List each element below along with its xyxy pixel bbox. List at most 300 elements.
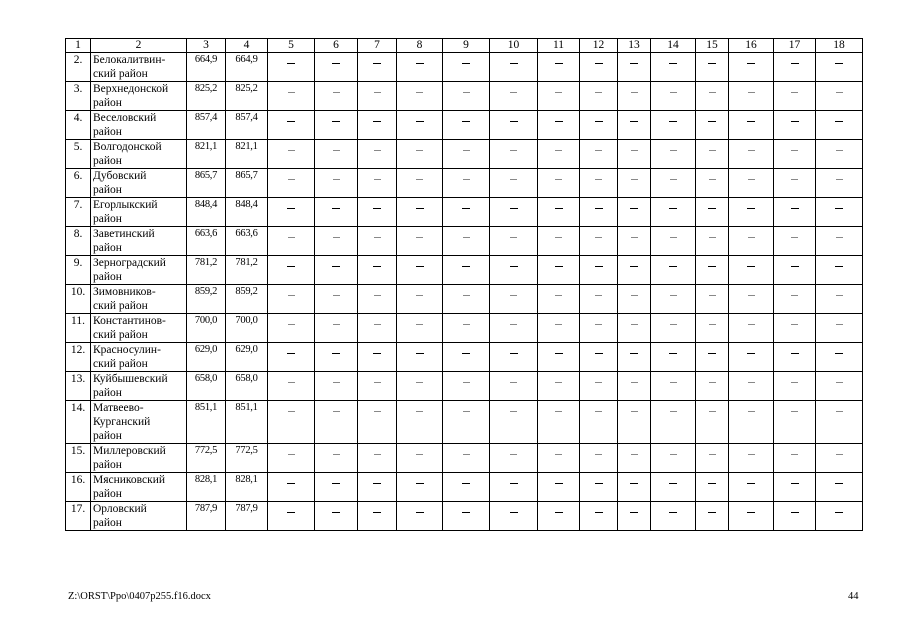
dash-mark bbox=[708, 63, 716, 64]
dash-mark bbox=[595, 92, 602, 93]
district-name-cell: Верхнедонской район bbox=[91, 82, 187, 111]
value-cell-col3: 857,4 bbox=[187, 111, 226, 140]
dash-mark bbox=[708, 483, 716, 484]
empty-dash-cell bbox=[651, 82, 696, 111]
dash-mark bbox=[595, 179, 602, 180]
dash-mark bbox=[595, 295, 602, 296]
empty-dash-cell bbox=[774, 314, 816, 343]
empty-dash-cell bbox=[315, 444, 358, 473]
empty-dash-cell bbox=[774, 227, 816, 256]
dash-mark bbox=[748, 179, 755, 180]
empty-dash-cell bbox=[696, 343, 729, 372]
empty-dash-cell bbox=[358, 256, 397, 285]
row-number-cell: 10. bbox=[66, 285, 91, 314]
dash-mark bbox=[555, 512, 563, 513]
dash-mark bbox=[630, 483, 638, 484]
dash-mark bbox=[416, 63, 424, 64]
dash-mark bbox=[791, 295, 798, 296]
column-header: 7 bbox=[358, 39, 397, 53]
column-header: 10 bbox=[490, 39, 538, 53]
empty-dash-cell bbox=[774, 140, 816, 169]
empty-dash-cell bbox=[358, 227, 397, 256]
dash-mark bbox=[288, 92, 295, 93]
district-name-cell: Дубовский район bbox=[91, 169, 187, 198]
value-cell-col3: 700,0 bbox=[187, 314, 226, 343]
dash-mark bbox=[374, 411, 381, 412]
empty-dash-cell bbox=[315, 82, 358, 111]
empty-dash-cell bbox=[268, 256, 315, 285]
dash-mark bbox=[510, 237, 517, 238]
value-cell-col4: 664,9 bbox=[226, 53, 268, 82]
empty-dash-cell bbox=[268, 314, 315, 343]
empty-dash-cell bbox=[490, 198, 538, 227]
dash-mark bbox=[288, 411, 295, 412]
dash-mark bbox=[288, 454, 295, 455]
dash-mark bbox=[462, 121, 470, 122]
empty-dash-cell bbox=[651, 198, 696, 227]
footer-file-path: Z:\ORST\Ppo\0407p255.f16.docx bbox=[68, 591, 211, 602]
value-cell-col4: 772,5 bbox=[226, 444, 268, 473]
empty-dash-cell bbox=[268, 473, 315, 502]
dash-mark bbox=[555, 353, 563, 354]
empty-dash-cell bbox=[538, 140, 580, 169]
dash-mark bbox=[708, 121, 716, 122]
empty-dash-cell bbox=[618, 314, 651, 343]
empty-dash-cell bbox=[397, 401, 443, 444]
column-header: 6 bbox=[315, 39, 358, 53]
empty-dash-cell bbox=[315, 343, 358, 372]
empty-dash-cell bbox=[358, 502, 397, 531]
empty-dash-cell bbox=[774, 169, 816, 198]
empty-dash-cell bbox=[816, 314, 863, 343]
dash-mark bbox=[836, 411, 843, 412]
row-number-cell: 2. bbox=[66, 53, 91, 82]
empty-dash-cell bbox=[443, 111, 490, 140]
empty-dash-cell bbox=[315, 169, 358, 198]
dash-mark bbox=[836, 295, 843, 296]
column-header: 1 bbox=[66, 39, 91, 53]
dash-mark bbox=[709, 92, 716, 93]
dash-mark bbox=[670, 382, 677, 383]
dash-mark bbox=[288, 179, 295, 180]
dash-mark bbox=[595, 208, 603, 209]
dash-mark bbox=[747, 353, 755, 354]
dash-mark bbox=[631, 411, 638, 412]
empty-dash-cell bbox=[651, 53, 696, 82]
row-number-cell: 9. bbox=[66, 256, 91, 285]
empty-dash-cell bbox=[538, 502, 580, 531]
empty-dash-cell bbox=[268, 444, 315, 473]
column-header: 5 bbox=[268, 39, 315, 53]
row-number-cell: 13. bbox=[66, 372, 91, 401]
empty-dash-cell bbox=[729, 53, 774, 82]
empty-dash-cell bbox=[729, 82, 774, 111]
empty-dash-cell bbox=[538, 111, 580, 140]
dash-mark bbox=[462, 512, 470, 513]
empty-dash-cell bbox=[816, 198, 863, 227]
dash-mark bbox=[555, 92, 562, 93]
dash-mark bbox=[708, 208, 716, 209]
empty-dash-cell bbox=[358, 285, 397, 314]
dash-mark bbox=[747, 63, 755, 64]
value-cell-col3: 865,7 bbox=[187, 169, 226, 198]
dash-mark bbox=[748, 454, 755, 455]
dash-mark bbox=[595, 483, 603, 484]
value-cell-col3: 658,0 bbox=[187, 372, 226, 401]
empty-dash-cell bbox=[358, 444, 397, 473]
empty-dash-cell bbox=[443, 473, 490, 502]
empty-dash-cell bbox=[696, 82, 729, 111]
empty-dash-cell bbox=[538, 256, 580, 285]
dash-mark bbox=[287, 266, 295, 267]
empty-dash-cell bbox=[358, 111, 397, 140]
table-row bbox=[66, 169, 863, 198]
empty-dash-cell bbox=[397, 314, 443, 343]
empty-dash-cell bbox=[315, 111, 358, 140]
table-row bbox=[66, 314, 863, 343]
dash-mark bbox=[631, 150, 638, 151]
district-name-cell: Константинов- ский район bbox=[91, 314, 187, 343]
dash-mark bbox=[708, 512, 716, 513]
table-row bbox=[66, 140, 863, 169]
dash-mark bbox=[836, 179, 843, 180]
row-number-cell: 7. bbox=[66, 198, 91, 227]
empty-dash-cell bbox=[816, 473, 863, 502]
dash-mark bbox=[791, 63, 799, 64]
empty-dash-cell bbox=[816, 53, 863, 82]
empty-dash-cell bbox=[618, 473, 651, 502]
empty-dash-cell bbox=[816, 343, 863, 372]
value-cell-col3: 787,9 bbox=[187, 502, 226, 531]
empty-dash-cell bbox=[315, 227, 358, 256]
empty-dash-cell bbox=[443, 502, 490, 531]
value-cell-col4: 787,9 bbox=[226, 502, 268, 531]
empty-dash-cell bbox=[443, 314, 490, 343]
dash-mark bbox=[791, 179, 798, 180]
empty-dash-cell bbox=[443, 285, 490, 314]
dash-mark bbox=[373, 208, 381, 209]
empty-dash-cell bbox=[315, 372, 358, 401]
empty-dash-cell bbox=[358, 169, 397, 198]
page-number: 44 bbox=[848, 591, 859, 602]
dash-mark bbox=[595, 512, 603, 513]
empty-dash-cell bbox=[490, 502, 538, 531]
empty-dash-cell bbox=[538, 285, 580, 314]
empty-dash-cell bbox=[580, 401, 618, 444]
dash-mark bbox=[374, 92, 381, 93]
empty-dash-cell bbox=[397, 198, 443, 227]
empty-dash-cell bbox=[268, 53, 315, 82]
dash-mark bbox=[670, 150, 677, 151]
empty-dash-cell bbox=[618, 140, 651, 169]
column-header: 15 bbox=[696, 39, 729, 53]
dash-mark bbox=[416, 208, 424, 209]
dash-mark bbox=[669, 63, 677, 64]
empty-dash-cell bbox=[816, 256, 863, 285]
empty-dash-cell bbox=[315, 140, 358, 169]
empty-dash-cell bbox=[358, 343, 397, 372]
dash-mark bbox=[416, 92, 423, 93]
empty-dash-cell bbox=[538, 82, 580, 111]
dash-mark bbox=[510, 382, 517, 383]
empty-dash-cell bbox=[397, 140, 443, 169]
column-header: 4 bbox=[226, 39, 268, 53]
empty-dash-cell bbox=[729, 401, 774, 444]
empty-dash-cell bbox=[618, 82, 651, 111]
dash-mark bbox=[374, 324, 381, 325]
dash-mark bbox=[631, 92, 638, 93]
table-row bbox=[66, 444, 863, 473]
empty-dash-cell bbox=[729, 444, 774, 473]
empty-dash-cell bbox=[315, 314, 358, 343]
dash-mark bbox=[416, 382, 423, 383]
dash-mark bbox=[835, 353, 843, 354]
empty-dash-cell bbox=[397, 502, 443, 531]
empty-dash-cell bbox=[490, 111, 538, 140]
dash-mark bbox=[555, 208, 563, 209]
empty-dash-cell bbox=[729, 502, 774, 531]
dash-mark bbox=[791, 324, 798, 325]
empty-dash-cell bbox=[358, 198, 397, 227]
dash-mark bbox=[669, 121, 677, 122]
empty-dash-cell bbox=[729, 169, 774, 198]
value-cell-col4: 781,2 bbox=[226, 256, 268, 285]
table-row bbox=[66, 502, 863, 531]
dash-mark bbox=[595, 63, 603, 64]
dash-mark bbox=[631, 179, 638, 180]
dash-mark bbox=[463, 411, 470, 412]
district-name-cell: Миллеровский район bbox=[91, 444, 187, 473]
district-name-cell: Матвеево- Курганский район bbox=[91, 401, 187, 444]
dash-mark bbox=[747, 512, 755, 513]
row-number-cell: 4. bbox=[66, 111, 91, 140]
empty-dash-cell bbox=[580, 256, 618, 285]
empty-dash-cell bbox=[651, 343, 696, 372]
empty-dash-cell bbox=[443, 372, 490, 401]
dash-mark bbox=[835, 483, 843, 484]
dash-mark bbox=[510, 411, 517, 412]
value-cell-col4: 859,2 bbox=[226, 285, 268, 314]
dash-mark bbox=[555, 382, 562, 383]
dash-mark bbox=[791, 92, 798, 93]
dash-mark bbox=[373, 353, 381, 354]
district-name-cell: Веселовский район bbox=[91, 111, 187, 140]
district-name-cell: Красносулин- ский район bbox=[91, 343, 187, 372]
column-header: 3 bbox=[187, 39, 226, 53]
empty-dash-cell bbox=[397, 169, 443, 198]
empty-dash-cell bbox=[580, 314, 618, 343]
dash-mark bbox=[670, 295, 677, 296]
dash-mark bbox=[709, 411, 716, 412]
empty-dash-cell bbox=[397, 82, 443, 111]
dash-mark bbox=[374, 237, 381, 238]
value-cell-col4: 700,0 bbox=[226, 314, 268, 343]
dash-mark bbox=[333, 295, 340, 296]
dash-mark bbox=[510, 324, 517, 325]
empty-dash-cell bbox=[268, 285, 315, 314]
dash-mark bbox=[669, 266, 677, 267]
empty-dash-cell bbox=[397, 53, 443, 82]
empty-dash-cell bbox=[651, 227, 696, 256]
dash-mark bbox=[287, 208, 295, 209]
empty-dash-cell bbox=[397, 285, 443, 314]
empty-dash-cell bbox=[538, 444, 580, 473]
empty-dash-cell bbox=[358, 140, 397, 169]
dash-mark bbox=[463, 150, 470, 151]
empty-dash-cell bbox=[490, 314, 538, 343]
empty-dash-cell bbox=[397, 444, 443, 473]
empty-dash-cell bbox=[816, 169, 863, 198]
district-name-cell: Зерноградский район bbox=[91, 256, 187, 285]
empty-dash-cell bbox=[580, 53, 618, 82]
dash-mark bbox=[669, 208, 677, 209]
empty-dash-cell bbox=[580, 111, 618, 140]
dash-mark bbox=[510, 208, 518, 209]
empty-dash-cell bbox=[538, 198, 580, 227]
empty-dash-cell bbox=[490, 343, 538, 372]
dash-mark bbox=[835, 121, 843, 122]
dash-mark bbox=[462, 208, 470, 209]
dash-mark bbox=[287, 63, 295, 64]
empty-dash-cell bbox=[538, 401, 580, 444]
column-header: 11 bbox=[538, 39, 580, 53]
district-name-cell: Заветинский район bbox=[91, 227, 187, 256]
dash-mark bbox=[510, 92, 517, 93]
dash-mark bbox=[595, 411, 602, 412]
data-table bbox=[65, 38, 863, 531]
table-row bbox=[66, 372, 863, 401]
empty-dash-cell bbox=[443, 444, 490, 473]
dash-mark bbox=[555, 411, 562, 412]
empty-dash-cell bbox=[358, 473, 397, 502]
dash-mark bbox=[555, 150, 562, 151]
dash-mark bbox=[791, 208, 799, 209]
empty-dash-cell bbox=[538, 473, 580, 502]
empty-dash-cell bbox=[618, 53, 651, 82]
dash-mark bbox=[510, 63, 518, 64]
dash-mark bbox=[374, 295, 381, 296]
value-cell-col4: 825,2 bbox=[226, 82, 268, 111]
dash-mark bbox=[332, 353, 340, 354]
empty-dash-cell bbox=[358, 314, 397, 343]
empty-dash-cell bbox=[774, 473, 816, 502]
value-cell-col3: 859,2 bbox=[187, 285, 226, 314]
empty-dash-cell bbox=[315, 198, 358, 227]
dash-mark bbox=[333, 92, 340, 93]
empty-dash-cell bbox=[538, 314, 580, 343]
empty-dash-cell bbox=[443, 227, 490, 256]
dash-mark bbox=[374, 150, 381, 151]
dash-mark bbox=[555, 63, 563, 64]
dash-mark bbox=[373, 512, 381, 513]
empty-dash-cell bbox=[651, 111, 696, 140]
empty-dash-cell bbox=[358, 401, 397, 444]
empty-dash-cell bbox=[729, 285, 774, 314]
dash-mark bbox=[836, 92, 843, 93]
empty-dash-cell bbox=[696, 53, 729, 82]
dash-mark bbox=[416, 454, 423, 455]
dash-mark bbox=[835, 512, 843, 513]
dash-mark bbox=[709, 150, 716, 151]
dash-mark bbox=[462, 483, 470, 484]
dash-mark bbox=[510, 150, 517, 151]
empty-dash-cell bbox=[729, 256, 774, 285]
dash-mark bbox=[463, 324, 470, 325]
empty-dash-cell bbox=[729, 198, 774, 227]
empty-dash-cell bbox=[816, 111, 863, 140]
dash-mark bbox=[333, 237, 340, 238]
empty-dash-cell bbox=[618, 372, 651, 401]
empty-dash-cell bbox=[774, 285, 816, 314]
empty-dash-cell bbox=[651, 140, 696, 169]
column-header: 12 bbox=[580, 39, 618, 53]
table-row bbox=[66, 82, 863, 111]
dash-mark bbox=[748, 92, 755, 93]
dash-mark bbox=[595, 324, 602, 325]
dash-mark bbox=[630, 63, 638, 64]
dash-mark bbox=[709, 382, 716, 383]
table-row bbox=[66, 227, 863, 256]
empty-dash-cell bbox=[618, 285, 651, 314]
dash-mark bbox=[288, 382, 295, 383]
empty-dash-cell bbox=[443, 140, 490, 169]
dash-mark bbox=[835, 208, 843, 209]
empty-dash-cell bbox=[268, 82, 315, 111]
dash-mark bbox=[463, 295, 470, 296]
empty-dash-cell bbox=[580, 140, 618, 169]
empty-dash-cell bbox=[490, 53, 538, 82]
dash-mark bbox=[630, 208, 638, 209]
dash-mark bbox=[332, 208, 340, 209]
dash-mark bbox=[836, 237, 843, 238]
table-row bbox=[66, 401, 863, 444]
empty-dash-cell bbox=[268, 111, 315, 140]
empty-dash-cell bbox=[580, 343, 618, 372]
header-row bbox=[66, 39, 863, 53]
dash-mark bbox=[287, 121, 295, 122]
dash-mark bbox=[555, 483, 563, 484]
dash-mark bbox=[630, 512, 638, 513]
dash-mark bbox=[670, 92, 677, 93]
dash-mark bbox=[748, 295, 755, 296]
empty-dash-cell bbox=[651, 314, 696, 343]
dash-mark bbox=[288, 324, 295, 325]
dash-mark bbox=[747, 208, 755, 209]
empty-dash-cell bbox=[443, 401, 490, 444]
empty-dash-cell bbox=[580, 82, 618, 111]
dash-mark bbox=[709, 324, 716, 325]
dash-mark bbox=[747, 121, 755, 122]
dash-mark bbox=[709, 454, 716, 455]
empty-dash-cell bbox=[443, 82, 490, 111]
column-header: 13 bbox=[618, 39, 651, 53]
dash-mark bbox=[510, 295, 517, 296]
dash-mark bbox=[836, 382, 843, 383]
empty-dash-cell bbox=[538, 169, 580, 198]
empty-dash-cell bbox=[774, 82, 816, 111]
row-number-cell: 5. bbox=[66, 140, 91, 169]
empty-dash-cell bbox=[580, 169, 618, 198]
empty-dash-cell bbox=[580, 502, 618, 531]
empty-dash-cell bbox=[816, 227, 863, 256]
dash-mark bbox=[463, 382, 470, 383]
dash-mark bbox=[332, 63, 340, 64]
value-cell-col4: 663,6 bbox=[226, 227, 268, 256]
dash-mark bbox=[333, 411, 340, 412]
dash-mark bbox=[836, 324, 843, 325]
dash-mark bbox=[416, 324, 423, 325]
dash-mark bbox=[288, 150, 295, 151]
